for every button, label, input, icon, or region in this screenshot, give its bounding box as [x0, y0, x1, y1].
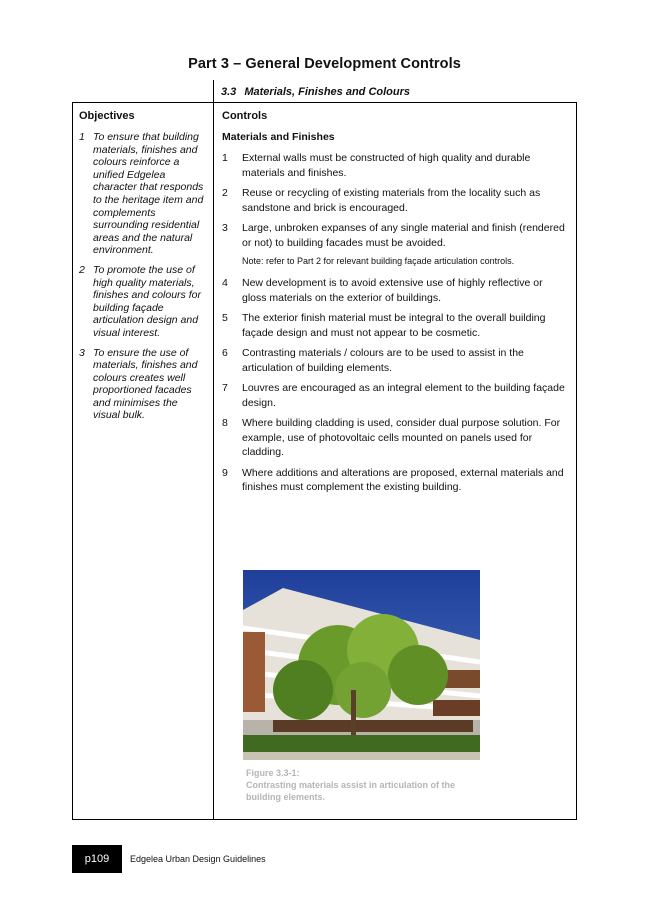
control-text: The exterior finish material must be integral to the overall building façade design and must not appear to be cosmetic.	[242, 312, 546, 339]
figure-caption	[246, 767, 476, 803]
control-text: Where additions and alterations are proposed, external materials and finishes must complement the existing building.	[242, 466, 564, 493]
objectives-heading: Objectives	[79, 110, 135, 122]
objective-text: To promote the use of high quality materials, finishes and colours for building façade articulation design and visual interest.	[93, 263, 201, 339]
section-title: Materials, Finishes and Colours	[244, 86, 411, 98]
control-text: External walls must be constructed of high quality and durable materials and finishes.	[242, 152, 531, 179]
footer-title: Edgelea Urban Design Guidelines	[130, 854, 266, 864]
controls-heading: Controls	[222, 110, 268, 122]
control-number: 4	[222, 277, 228, 289]
building-photo	[243, 570, 480, 760]
control-number: 1	[222, 152, 228, 164]
control-item	[222, 416, 568, 460]
objective-item	[79, 131, 207, 257]
control-number: 8	[222, 417, 228, 429]
page-title: Part 3 – General Development Controls	[188, 56, 461, 72]
control-item	[222, 186, 568, 215]
page-number: p109	[72, 845, 122, 873]
control-item	[222, 151, 568, 180]
control-number: 2	[222, 187, 228, 199]
objective-text: To ensure the use of materials, finishes and colours creates well proportioned facades and minimises the visual bulk.	[93, 346, 198, 422]
control-item	[222, 466, 568, 495]
column-divider	[213, 102, 214, 820]
control-number: 5	[222, 312, 228, 324]
figure-label: Figure 3.3-1:	[246, 768, 300, 778]
objective-number: 2	[79, 263, 85, 276]
control-text: Contrasting materials / colours are to be used to assist in the articulation of building elements.	[242, 347, 524, 374]
control-text: Large, unbroken expanses of any single material and finish (rendered or not) to building facades must be avoided.	[242, 222, 565, 249]
control-item	[222, 221, 568, 250]
control-text: New development is to avoid extensive use of highly reflective or gloss materials on the exterior of buildings.	[242, 277, 543, 304]
controls-subheading: Materials and Finishes	[222, 131, 335, 143]
figure-caption-text: Contrasting materials assist in articulation of the building elements.	[246, 780, 456, 802]
section-number: 3.3	[221, 86, 237, 98]
objective-number: 3	[79, 346, 85, 359]
controls-column	[222, 110, 568, 501]
control-item	[222, 311, 568, 340]
objective-item	[79, 347, 207, 423]
control-item	[222, 381, 568, 410]
controls-note: Note: refer to Part 2 for relevant building façade articulation controls.	[242, 256, 515, 266]
control-number: 3	[222, 222, 228, 234]
control-number: 9	[222, 466, 228, 479]
section-heading	[221, 86, 410, 98]
control-text: Louvres are encouraged as an integral element to the building façade design.	[242, 382, 565, 409]
control-item	[222, 346, 568, 375]
control-number: 7	[222, 382, 228, 394]
objective-number: 1	[79, 131, 85, 143]
section-rule	[213, 80, 214, 102]
objective-item	[79, 264, 207, 340]
control-item	[222, 276, 568, 305]
objective-text: To ensure that building materials, finishes and colours reinforce a unified Edgelea character that responds to the heritage item and complements surrounding residential areas and the natural environment.	[93, 131, 204, 257]
control-number: 6	[222, 347, 228, 359]
control-text: Reuse or recycling of existing materials from the locality such as sandstone and brick is encouraged.	[242, 187, 541, 214]
objectives-column	[79, 110, 207, 429]
control-text: Where building cladding is used, consider dual purpose solution. For example, use of photovoltaic cells mounted on panels used for cladding.	[242, 417, 561, 458]
